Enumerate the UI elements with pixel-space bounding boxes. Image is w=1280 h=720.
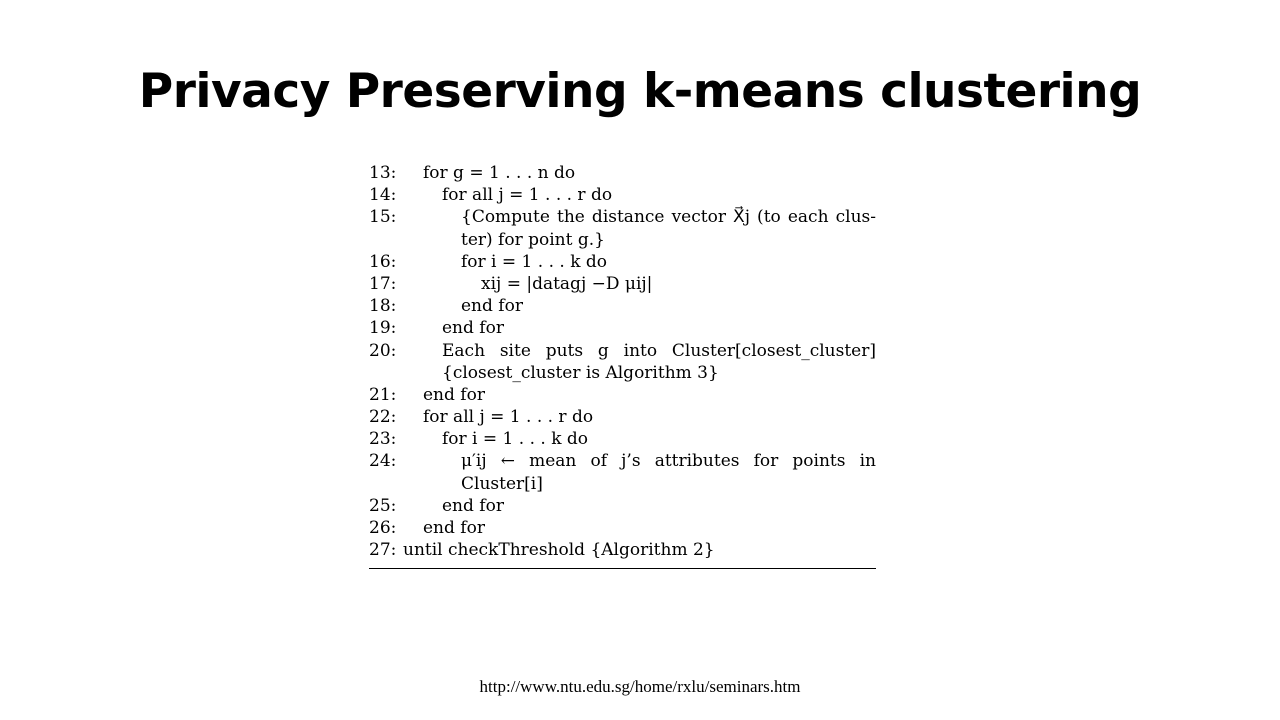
line-code: end for bbox=[461, 296, 523, 317]
algorithm-line bbox=[369, 273, 876, 295]
line-number: 22: bbox=[369, 407, 397, 428]
line-number: 17: bbox=[369, 273, 397, 294]
line-number: 21: bbox=[369, 384, 397, 405]
line-code: Cluster[i] bbox=[461, 473, 543, 494]
algorithm-line bbox=[369, 539, 876, 561]
algorithm-line bbox=[369, 384, 876, 406]
line-code: μ′ij ← mean of j’s attributes for points in bbox=[461, 451, 876, 472]
line-code: end for bbox=[423, 518, 485, 538]
line-number: 25: bbox=[369, 495, 397, 516]
line-number: 18: bbox=[369, 296, 397, 317]
line-code: for i = 1 . . . k do bbox=[442, 429, 589, 450]
line-code: for i = 1 . . . k do bbox=[461, 251, 608, 272]
line-number: 14: bbox=[369, 185, 397, 206]
line-code: ter) for point g.} bbox=[461, 229, 605, 250]
algorithm-line bbox=[369, 428, 876, 450]
line-number: 19: bbox=[369, 318, 397, 339]
line-code: xij = |datagj −D μij| bbox=[481, 273, 653, 294]
algorithm-line bbox=[369, 229, 876, 251]
line-number: 16: bbox=[369, 251, 397, 272]
line-number: 20: bbox=[369, 340, 397, 361]
line-number: 24: bbox=[369, 451, 397, 472]
slide-title: Privacy Preserving k-means clustering bbox=[138, 64, 1142, 119]
line-code: {Compute the distance vector X⃗j (to each clus- bbox=[461, 207, 876, 228]
algorithm-line bbox=[369, 317, 876, 339]
algorithm-line bbox=[369, 251, 876, 273]
line-number: 15: bbox=[369, 207, 397, 228]
line-number: 23: bbox=[369, 429, 397, 450]
algorithm-line bbox=[369, 450, 876, 472]
algorithm-line bbox=[369, 362, 876, 384]
algorithm-bottom-rule bbox=[369, 568, 876, 569]
line-code: until checkThreshold {Algorithm 2} bbox=[403, 540, 715, 561]
line-code: for g = 1 . . . n do bbox=[423, 163, 576, 183]
algorithm-line bbox=[369, 495, 876, 517]
algorithm-line bbox=[369, 295, 876, 317]
line-code: end for bbox=[442, 318, 504, 339]
line-code: for all j = 1 . . . r do bbox=[442, 185, 613, 206]
algorithm-listing bbox=[369, 162, 876, 561]
algorithm-line bbox=[369, 473, 876, 495]
algorithm-line bbox=[369, 162, 876, 184]
algorithm-line bbox=[369, 340, 876, 362]
algorithm-line bbox=[369, 184, 876, 206]
source-url: http://www.ntu.edu.sg/home/rxlu/seminars.htm bbox=[479, 677, 801, 696]
algorithm-line bbox=[369, 206, 876, 228]
algorithm-line bbox=[369, 517, 876, 539]
line-code: Each site puts g into Cluster[closest_cluster] bbox=[442, 340, 876, 361]
line-number: 13: bbox=[369, 163, 397, 183]
line-number: 27: bbox=[369, 540, 397, 561]
line-code: for all j = 1 . . . r do bbox=[423, 407, 594, 428]
line-code: {closest_cluster is Algorithm 3} bbox=[442, 362, 719, 383]
line-number: 26: bbox=[369, 518, 397, 538]
line-code: end for bbox=[442, 495, 504, 516]
line-code: end for bbox=[423, 384, 485, 405]
algorithm-line bbox=[369, 406, 876, 428]
